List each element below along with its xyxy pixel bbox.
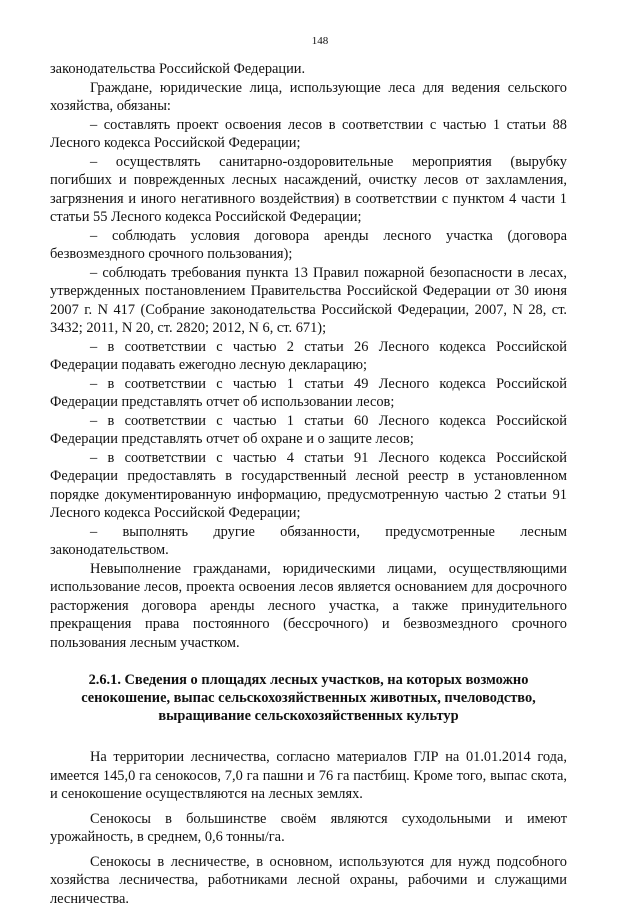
document-body bbox=[50, 60, 567, 908]
list-item: – соблюдать условия договора аренды лесного участка (договора безвозмездного срочного пользования); bbox=[50, 227, 567, 264]
paragraph: На территории лесничества, согласно материалов ГЛР на 01.01.2014 года, имеется 145,0 га сенокосов, 7,0 га пашни и 76 га пастбищ. Кроме того, выпас скота, и сенокошение осуществляются на лесных землях. bbox=[50, 748, 567, 804]
section-heading: 2.6.1. Сведения о площадях лесных участков, на которых возможно сенокошение, выпас сельскохозяйственных животных, пчеловодство, выращивание сельскохозяйственных культур bbox=[50, 671, 567, 725]
paragraph: Сенокосы в лесничестве, в основном, используются для нужд подсобного хозяйства лесничества, работниками лесной охраны, рабочими и служащими лесничества. bbox=[50, 853, 567, 908]
list-item: – составлять проект освоения лесов в соответствии с частью 1 статьи 88 Лесного кодекса Российской Федерации; bbox=[50, 116, 567, 153]
list-item: – в соответствии с частью 1 статьи 60 Лесного кодекса Российской Федерации представлять отчет об охране и о защите лесов; bbox=[50, 412, 567, 449]
paragraph: законодательства Российской Федерации. bbox=[50, 60, 567, 79]
list-item: – в соответствии с частью 1 статьи 49 Лесного кодекса Российской Федерации представлять отчет об использовании лесов; bbox=[50, 375, 567, 412]
list-item: – в соответствии с частью 4 статьи 91 Лесного кодекса Российской Федерации предоставлять в государственный лесной реестр в установленном порядке документированную информацию, предусмотренную частью 2 статьи 91 Лесного кодекса Российской Федерации; bbox=[50, 449, 567, 523]
paragraph: Граждане, юридические лица, использующие леса для ведения сельского хозяйства, обязаны: bbox=[50, 79, 567, 116]
list-item: – осуществлять санитарно-оздоровительные мероприятия (вырубку погибших и поврежденных лесных насаждений, очистку лесов от захламления, загрязнения и иного негативного воздействия) в соответствии с пунктом 4 части 1 статьи 55 Лесного кодекса Российской Федерации; bbox=[50, 153, 567, 227]
paragraph: Сенокосы в большинстве своём являются суходольными и имеют урожайность, в среднем, 0,6 тонны/га. bbox=[50, 810, 567, 847]
page-number: 148 bbox=[0, 35, 640, 47]
list-item: – в соответствии с частью 2 статьи 26 Лесного кодекса Российской Федерации подавать ежегодно лесную декларацию; bbox=[50, 338, 567, 375]
list-item: – соблюдать требования пункта 13 Правил пожарной безопасности в лесах, утвержденных постановлением Правительства Российской Федерации от 30 июня 2007 г. N 417 (Собрание законодательства Российской Федерации, 2007, N 28, ст. 3432; 2011, N 20, ст. 2820; 2012, N 6, ст. 671); bbox=[50, 264, 567, 338]
paragraph: Невыполнение гражданами, юридическими лицами, осуществляющими использование лесов, проекта освоения лесов является основанием для досрочного расторжения договора аренды лесного участка, а также принудительного прекращения права постоянного (бессрочного) и безвозмездного срочного пользования лесным участком. bbox=[50, 560, 567, 653]
list-item: – выполнять другие обязанности, предусмотренные лесным законодательством. bbox=[50, 523, 567, 560]
